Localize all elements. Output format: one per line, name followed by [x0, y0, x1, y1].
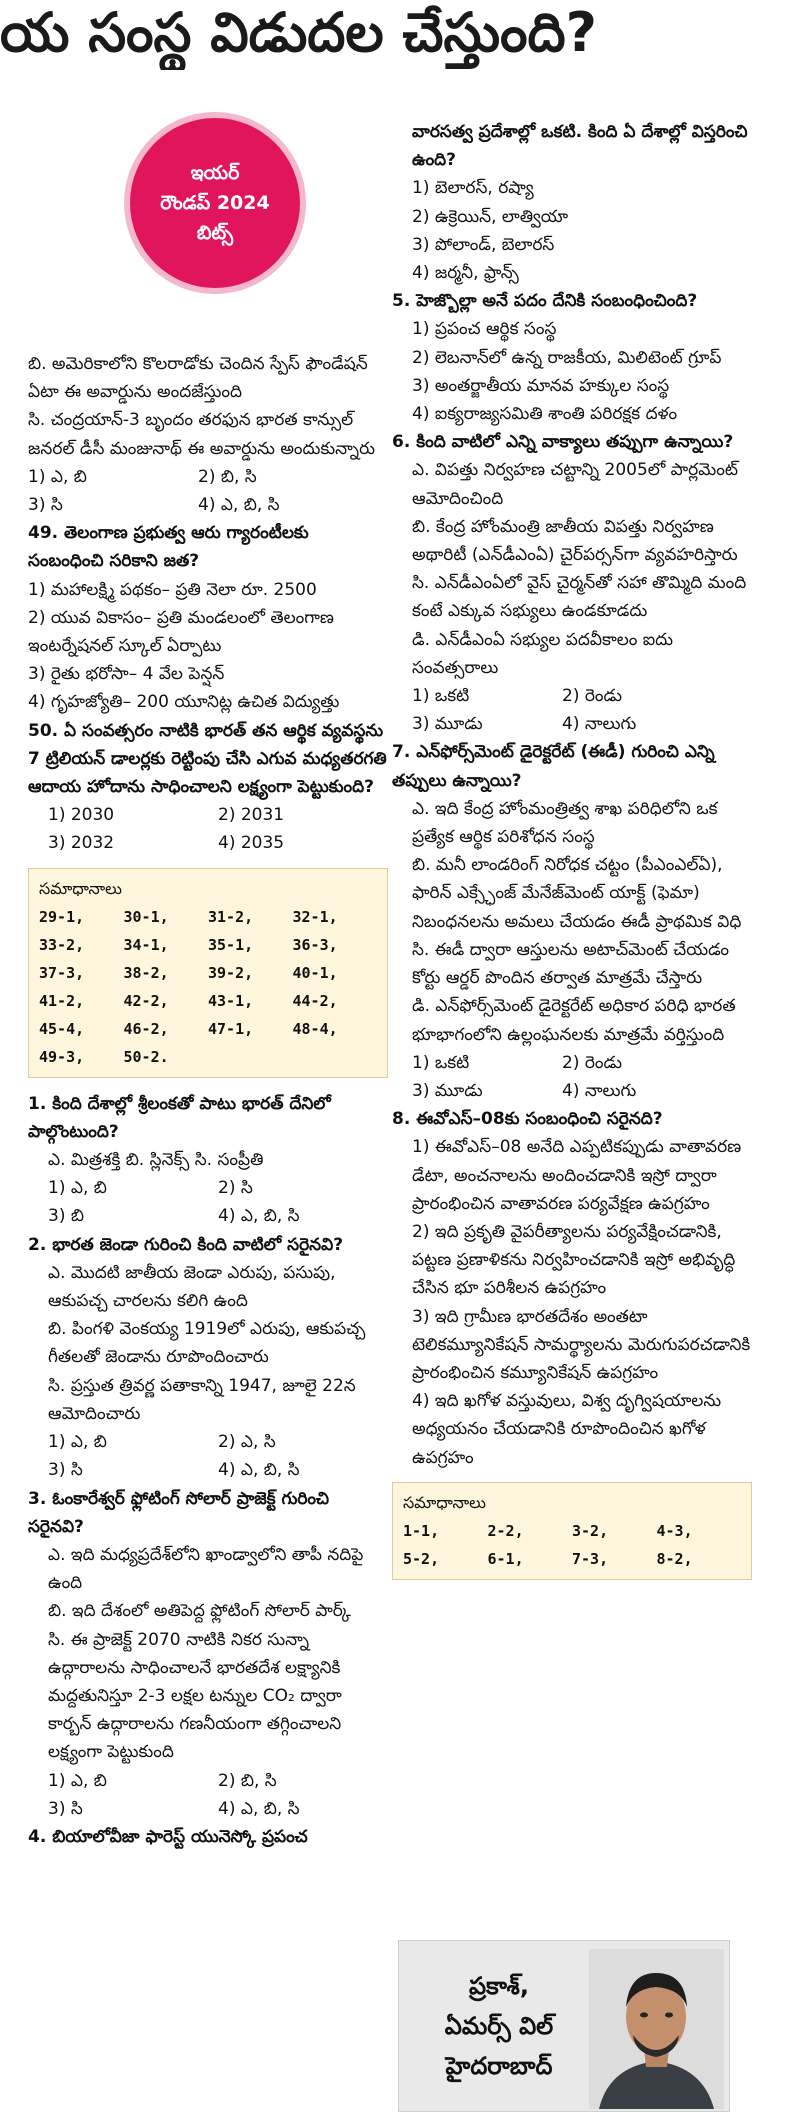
question-49: 49. తెలంగాణ ప్రభుత్వ ఆరు గ్యారంటీలకు సంబంధించి సరికాని జత? — [28, 523, 309, 572]
options-48 — [28, 491, 388, 519]
option: 2) బి, సి — [198, 466, 257, 487]
badge-line-3: బిట్స్ — [196, 222, 234, 244]
options-2 — [28, 1428, 388, 1456]
option: 3) రైతు భరోసా– 4 వేల పెన్షన్ — [28, 664, 225, 685]
options-50 — [28, 829, 388, 857]
author-portrait-icon — [589, 1949, 724, 2109]
question-8: 8. ఈవోఎస్–08కు సంబంధించి సరైనది? — [392, 1109, 663, 1130]
option: 4) ఎ, బి, సి — [218, 1460, 300, 1481]
option: 3) పోలాండ్, బెలారస్ — [412, 234, 555, 255]
option: 3) ఇది గ్రామీణ భారతదేశం అంతటా టెలికమ్యూనికేషన్ సామర్థ్యాలను మెరుగుపరచడానికి ప్రారంభించిన కమ్యూనికేషన్ ఉపగ్రహం — [412, 1306, 751, 1383]
answer-item: 47-1, — [208, 1019, 254, 1038]
option: 1) మహాలక్ష్మి పథకం– ప్రతి నెలా రూ. 2500 — [28, 579, 317, 600]
answer-item: 41-2, — [39, 991, 85, 1010]
statement: డి. ఎన్‌ఫోర్స్‌మెంట్ డైరెక్టరేట్ అధికార పరిధి భారత భూభాగంలోని ఉల్లంఘనలకు మాత్రమే వర్తిస్తుంది — [412, 996, 736, 1045]
answer-item: 30-1, — [123, 907, 169, 926]
option: 1) బెలారస్, రష్యా — [412, 178, 534, 199]
option: 4) ఐక్యరాజ్యసమితి శాంతి పరిరక్షక దళం — [412, 404, 678, 425]
option: 2) బి, సి — [218, 1770, 277, 1791]
answers-heading: సమాధానాలు — [39, 878, 122, 898]
question-5: 5. హెజ్బొల్లా అనే పదం దేనికి సంబంధించింది? — [392, 291, 698, 312]
options-6 — [392, 682, 752, 710]
option: 1) ఒకటి — [412, 1052, 470, 1073]
statement: బి. మనీ లాండరింగ్ నిరోధక చట్టం (పీఎంఎల్‌ఏ), ఫారిన్ ఎక్స్ఛేంజ్ మేనేజ్‌మెంట్ యాక్ట్ (ఫెమా) నిబంధనలను అమలు చేయడం ఈడీ ప్రాథమిక విధి — [412, 855, 742, 932]
badge-line-1: ఇయర్ — [190, 162, 240, 184]
statement-c-48: సి. చంద్రయాన్-3 బృందం తరఫున భారత కాన్సుల్ జనరల్ డీసీ మంజునాథ్ ఈ అవార్డును అందుకున్నారు — [28, 410, 376, 459]
option: 3) బి — [48, 1206, 84, 1227]
answer-item: 48-4, — [292, 1019, 338, 1038]
options-1 — [28, 1202, 388, 1230]
option: 2) లెబనాన్‌లో ఉన్న రాజకీయ, మిలిటెంట్ గ్రూప్ — [412, 347, 722, 368]
option: 3) సి — [48, 1460, 83, 1481]
headline: య సంస్థ విడుదల చేస్తుంది? — [0, 1, 597, 64]
answer-item: 43-1, — [208, 991, 254, 1010]
answer-item: 33-2, — [39, 935, 85, 954]
answer-item: 3-2, — [572, 1521, 609, 1540]
answer-item: 5-2, — [403, 1549, 440, 1568]
option: 3) అంతర్జాతీయ మానవ హక్కుల సంస్థ — [412, 375, 670, 396]
option: 1) ఎ, బి — [48, 1432, 107, 1453]
statement: సి. ప్రస్తుత త్రివర్ణ పతాకాన్ని 1947, జూలై 22న ఆమోదించారు — [48, 1375, 356, 1424]
answer-item: 8-2, — [656, 1549, 693, 1568]
answers-box-2 — [392, 1482, 752, 1580]
answer-item: 38-2, — [123, 963, 169, 982]
option: 1) ప్రపంచ ఆర్థిక సంస్థ — [412, 319, 557, 340]
option: 2) యువ వికాసం– ప్రతి మండలంలో తెలంగాణ ఇంటర్నేషనల్ స్కూల్ ఏర్పాటు — [28, 607, 334, 657]
statement: బి. పింగళి వెంకయ్య 1919లో ఎరుపు, ఆకుపచ్చ గీతలతో జెండాను రూపొందించారు — [48, 1319, 366, 1368]
option: 4) నాలుగు — [562, 714, 637, 735]
option: 4) గృహజ్యోతి– 200 యూనిట్ల ఉచిత విద్యుత్తు — [28, 692, 340, 713]
statement-b-48: బి. అమెరికాలోని కొలరాడోకు చెందిన స్పేస్ ఫౌండేషన్ ఏటా ఈ అవార్డును అందజేస్తుంది — [28, 354, 368, 403]
options-48 — [28, 463, 388, 491]
author-line-1: ప్రకాశ్, — [469, 1972, 529, 2000]
statement: ఎ. మొదటి జాతీయ జెండా ఎరుపు, పసుపు, ఆకుపచ్చ చారలను కలిగి ఉంది — [48, 1262, 336, 1312]
statement: సి. ఈడీ ద్వారా ఆస్తులను అటాచ్‌మెంట్ చేయడం కోర్టు ఆర్డర్ పొందిన తర్వాత మాత్రమే చేస్తారు — [412, 939, 730, 989]
answer-item: 44-2, — [292, 991, 338, 1010]
answer-item: 34-1, — [123, 935, 169, 954]
option: 1) 2030 — [48, 805, 115, 826]
options-2 — [28, 1456, 388, 1484]
options-7 — [392, 1049, 752, 1077]
question-50: 50. ఏ సంవత్సరం నాటికి భారత్ తన ఆర్థిక వ్యవస్థను 7 ట్రిలియన్ డాలర్లకు రెట్టింపు చేసి ఎగువ మధ్యతరగతి ఆదాయ హోదాను సాధించాలని లక్ష్యంగా పెట్టుకుంది? — [28, 720, 387, 798]
statement: సి. ఎన్‌డీఎంఏలో వైస్ చైర్మన్‌తో సహా తొమ్మిది మంది కంటే ఎక్కువ సభ్యులు ఉండకూడదు — [412, 573, 747, 622]
option: 2) ఉక్రెయిన్, లాత్వియా — [412, 206, 569, 227]
options-1 — [28, 1174, 388, 1202]
answer-item: 31-2, — [208, 907, 254, 926]
statement: సి. ఈ ప్రాజెక్ట్ 2070 నాటికి నికర సున్నా ఉద్గారాలను సాధించాలనే భారతదేశ లక్ష్యానికి మద్దతునిస్తూ 2-3 లక్షల టన్నుల CO₂ ద్వారా కార్బన్ ఉద్గారాలను గణనీయంగా తగ్గించాలని లక్ష్యంగా పెట్టుకుంది — [48, 1629, 342, 1763]
badge-line-2: రౌండప్ 2024 — [160, 192, 270, 214]
statement: డి. ఎన్‌డీఎంఏ సభ్యుల పదవీకాలం ఐదు సంవత్సరాలు — [412, 629, 674, 678]
author-name — [424, 1966, 574, 2086]
answer-item: 1-1, — [403, 1521, 440, 1540]
answer-item: 35-1, — [208, 935, 254, 954]
statement: ఎ. ఇది మధ్యప్రదేశ్‌లోని ఖాండ్వాలోని తాపీ నదిపై ఉంది — [48, 1544, 364, 1594]
answer-item: 42-2, — [123, 991, 169, 1010]
option: 4) నాలుగు — [562, 1080, 637, 1101]
option: 2) ఎ, సి — [218, 1432, 276, 1453]
statement: బి. ఇది దేశంలో అతిపెద్ద ఫ్లోటింగ్ సోలార్ పార్క్ — [48, 1601, 351, 1622]
answer-item: 7-3, — [572, 1549, 609, 1568]
answer-item: 4-3, — [656, 1521, 693, 1540]
statement: ఎ. విపత్తు నిర్వహణ చట్టాన్ని 2005లో పార్లమెంట్ ఆమోదించింది — [412, 460, 738, 509]
statement: ఎ. ఇది కేంద్ర హోంమంత్రిత్వ శాఖ పరిధిలోని ఒక ప్రత్యేక ఆర్థిక పరిశోధన సంస్థ — [412, 798, 718, 848]
question-6: 6. కింది వాటిలో ఎన్ని వాక్యాలు తప్పుగా ఉన్నాయి? — [392, 432, 734, 453]
question-2: 2. భారత జెండా గురించి కింది వాటిలో సరైనవి? — [28, 1234, 344, 1255]
option: 1) ఈవోఎస్–08 అనేది ఎప్పటికప్పుడు వాతావరణ డేటా, అంచనాలను అందించడానికి ఇస్రో ద్వారా ప్రారంభించిన వాతావరణ పర్యవేక్షణ ఉపగ్రహం — [412, 1137, 742, 1214]
answers-grid — [39, 903, 377, 1071]
answer-item: 36-3, — [292, 935, 338, 954]
option: 4) ఎ, బి, సి — [198, 495, 280, 516]
answer-item: 6-1, — [487, 1549, 524, 1568]
author-photo — [589, 1949, 724, 2109]
option: 3) సి — [48, 1798, 83, 1819]
option: 2) రెండు — [562, 686, 623, 707]
options-50 — [28, 801, 388, 829]
option: 4) ఎ, బి, సి — [218, 1206, 300, 1227]
answer-item: 50-2. — [123, 1047, 169, 1066]
answer-item: 49-3, — [39, 1047, 85, 1066]
options-7 — [392, 1077, 752, 1105]
answers-box-1 — [28, 868, 388, 1078]
left-column — [28, 118, 388, 1851]
options-3 — [28, 1795, 388, 1823]
option: 4) జర్మనీ, ఫ్రాన్స్ — [412, 263, 519, 284]
answers-heading: సమాధానాలు — [403, 1492, 486, 1512]
option: 1) ఎ, బి — [48, 1770, 107, 1791]
answer-item: 39-2, — [208, 963, 254, 982]
question-7: 7. ఎన్‌ఫోర్స్‌మెంట్ డైరెక్టరేట్ (ఈడీ) గురించి ఎన్ని తప్పులు ఉన్నాయి? — [392, 742, 715, 791]
answer-item: 37-3, — [39, 963, 85, 982]
option: 1) ఎ, బి — [28, 466, 87, 487]
question-3: 3. ఓంకారేశ్వర్ ఫ్లోటింగ్ సోలార్ ప్రాజెక్ట్ గురించి సరైనవి? — [28, 1488, 330, 1537]
question-4-continued: వారసత్వ ప్రదేశాల్లో ఒకటి. కింది ఏ దేశాల్లో విస్తరించి ఉంది? — [412, 122, 748, 171]
answer-item: 40-1, — [292, 963, 338, 982]
option: 4) 2035 — [218, 833, 285, 854]
answer-item: 2-2, — [487, 1521, 524, 1540]
option: 2) రెండు — [562, 1052, 623, 1073]
right-column — [392, 118, 752, 1592]
option: 4) ఇది ఖగోళ వస్తువులు, విశ్వ దృగ్విషయాలను అధ్యయనం చేయడానికి రూపొందించిన ఖగోళ ఉపగ్రహం — [412, 1391, 722, 1468]
answer-item: 32-1, — [292, 907, 338, 926]
author-line-3: హైదరాబాద్ — [445, 2052, 553, 2080]
option: 2) ఇది ప్రకృతి వైపరీత్యాలను పర్యవేక్షించడానికి, పట్టణ ప్రణాళికను నిర్వహించడానికి ఇస్రో అభివృద్ధి చేసిన భూ పరిశీలన ఉపగ్రహం — [412, 1221, 736, 1299]
option: 1) ఒకటి — [412, 686, 470, 707]
option: 3) మూడు — [412, 1080, 483, 1101]
answer-item: 45-4, — [39, 1019, 85, 1038]
option: 4) ఎ, బి, సి — [218, 1798, 300, 1819]
question-1-items: ఎ. మిత్రశక్తి బి. స్లినెక్స్ సి. సంప్రీతి — [48, 1150, 264, 1171]
question-1: 1. కింది దేశాల్లో శ్రీలంకతో పాటు భారత్ దేనిలో పాల్గొంటుంది? — [28, 1093, 331, 1142]
option: 3) మూడు — [412, 714, 483, 735]
author-box — [398, 1940, 730, 2112]
answers-grid — [403, 1517, 741, 1573]
question-4-start: 4. బియాలోవీజా ఫారెస్ట్ యునెస్కో ప్రపంచ — [28, 1826, 308, 1847]
option: 1) ఎ, బి — [48, 1178, 107, 1199]
option: 3) 2032 — [48, 833, 115, 854]
answer-item: 46-2, — [123, 1019, 169, 1038]
option: 2) సి — [218, 1178, 253, 1199]
options-6 — [392, 710, 752, 738]
answer-item: 29-1, — [39, 907, 85, 926]
option: 3) సి — [28, 495, 63, 516]
author-line-2: ఏమర్స్ విల్ — [444, 2012, 554, 2040]
option: 2) 2031 — [218, 805, 285, 826]
options-3 — [28, 1767, 388, 1795]
statement: బి. కేంద్ర హోంమంత్రి జాతీయ విపత్తు నిర్వహణ అథారిటీ (ఎన్‌డీఎంఏ) చైర్‌పర్సన్‌గా వ్యవహరిస్తారు — [412, 516, 738, 566]
